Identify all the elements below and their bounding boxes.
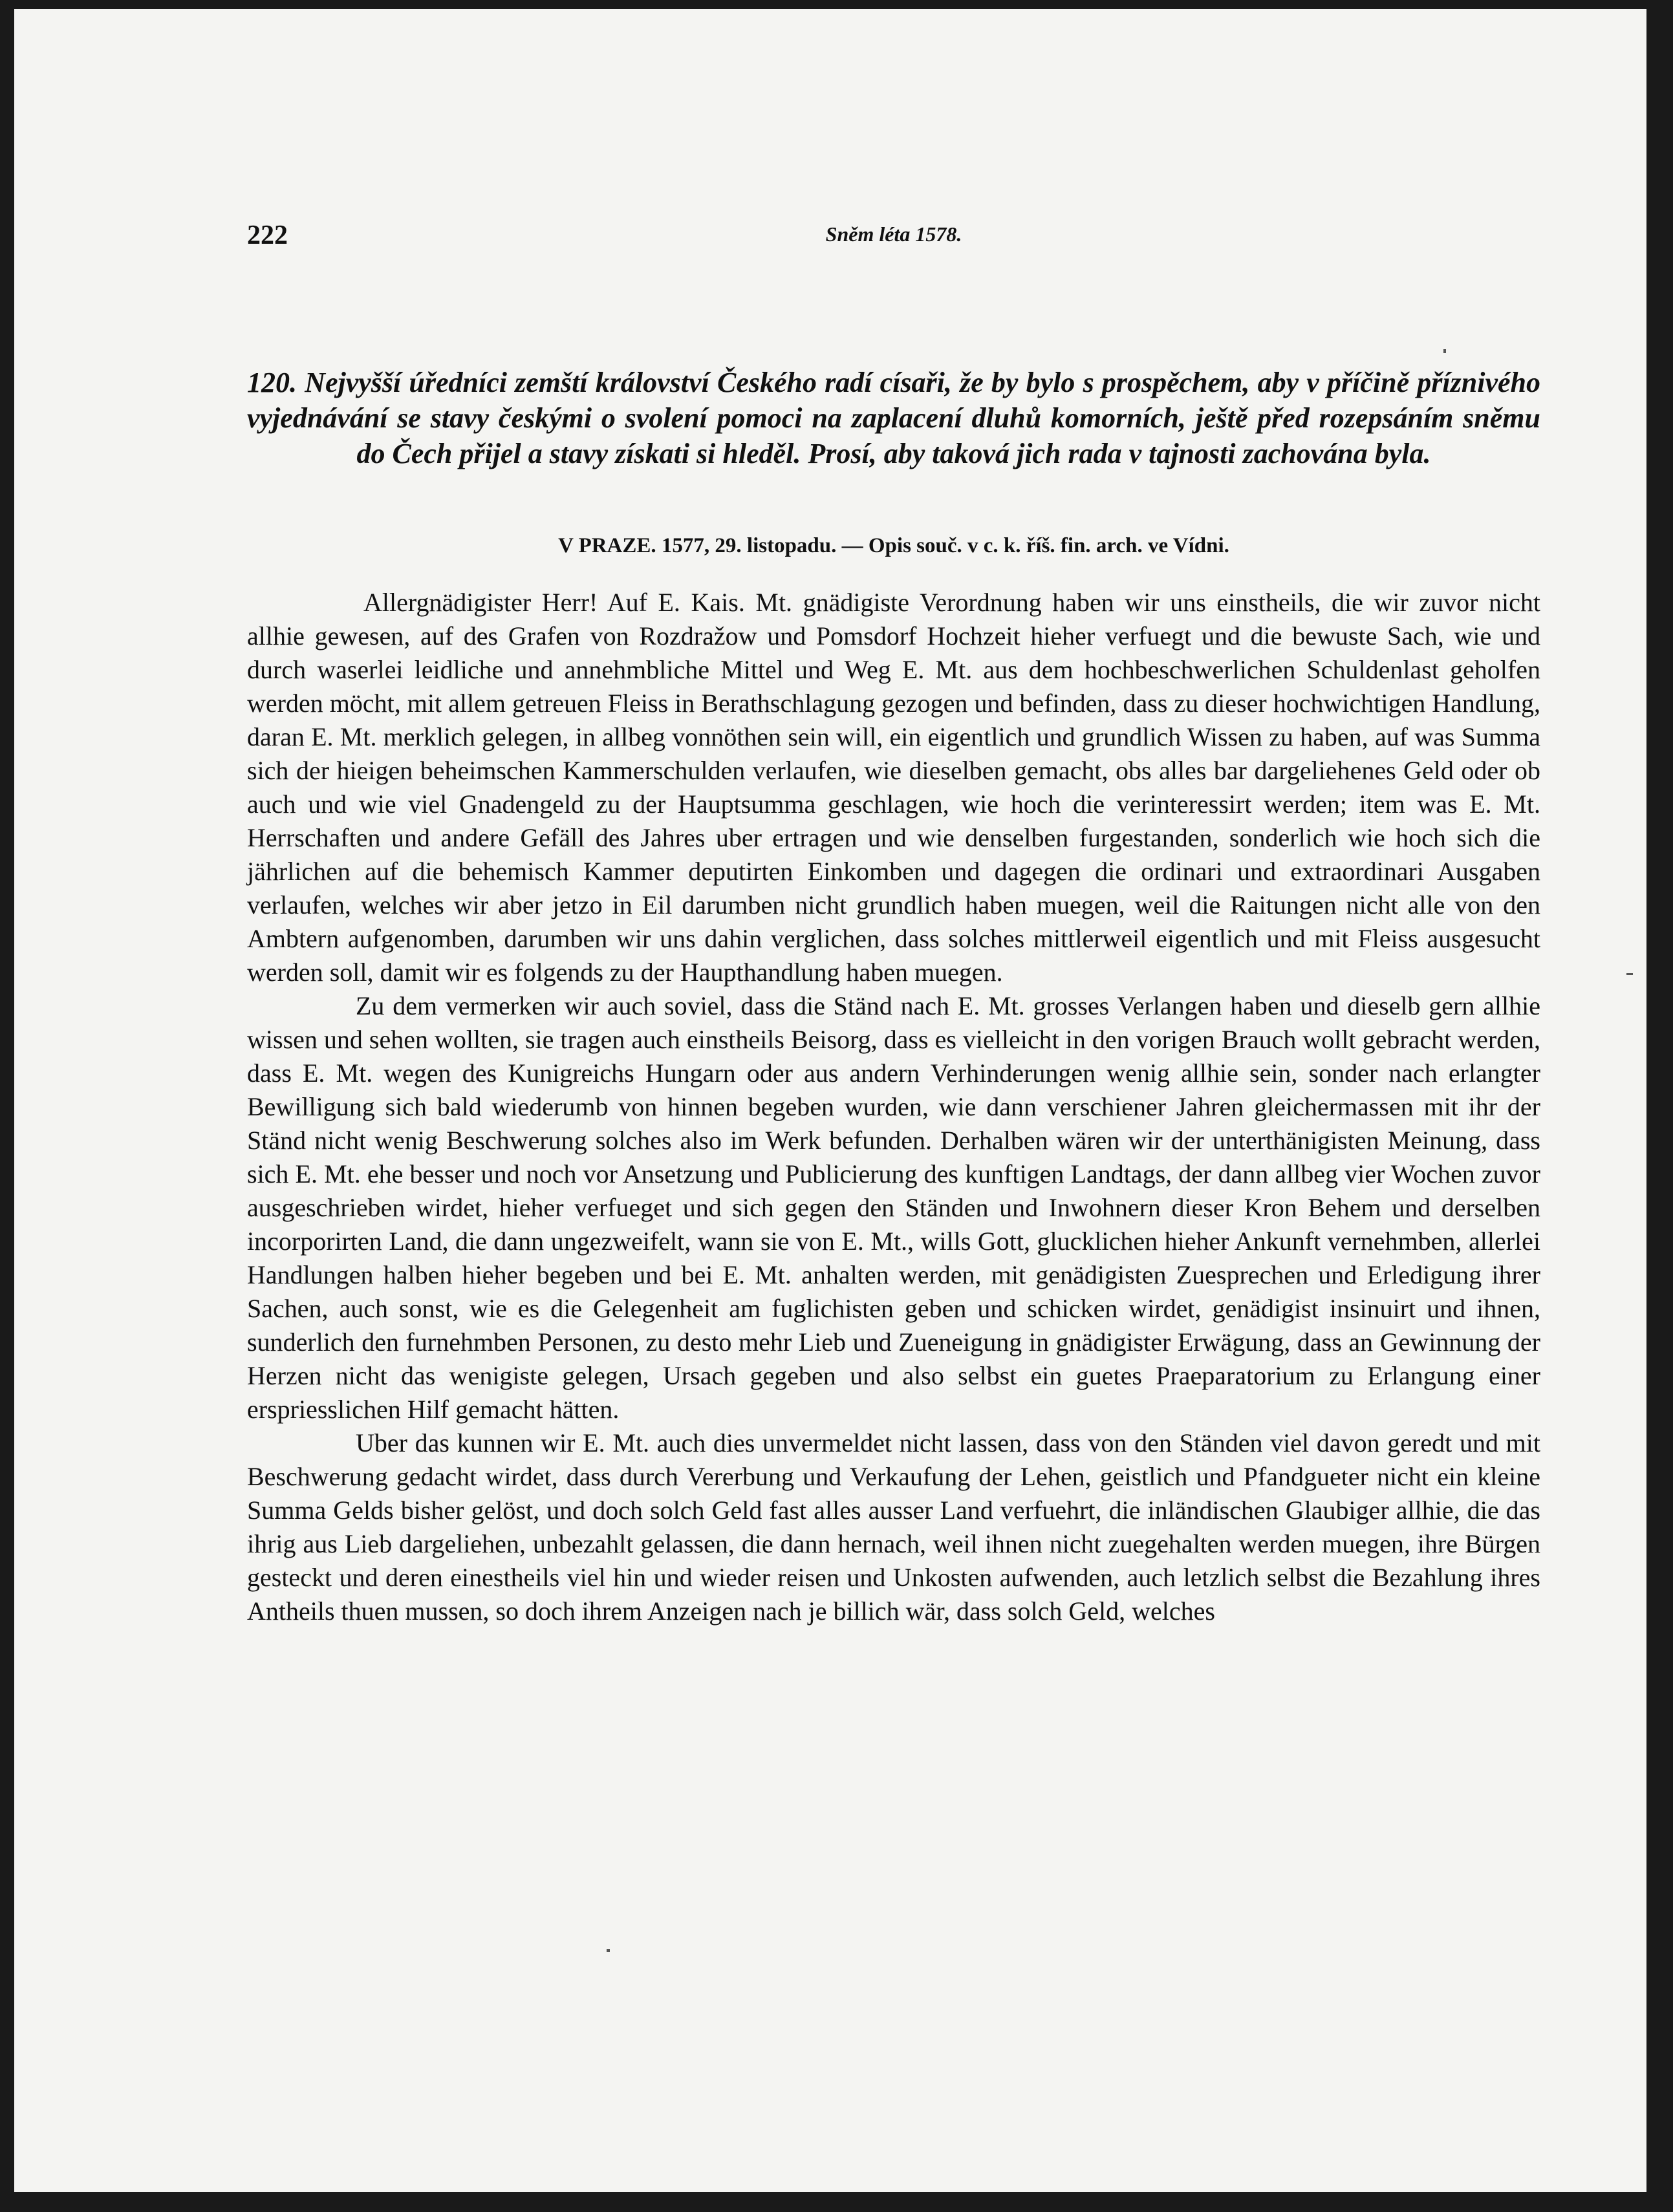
scan-speck bbox=[1443, 349, 1446, 353]
running-title: Sněm léta 1578. bbox=[825, 222, 962, 246]
scan-speck bbox=[607, 1949, 610, 1952]
body-text bbox=[247, 586, 1540, 1628]
paragraph: Zu dem vermerken wir auch soviel, dass die Ständ nach E. Mt. grosses Verlangen haben und dieselb gern allhie wissen und sehen wollten, sie tragen auch einstheils Beisorg, dass es vielleicht in den vorigen Brauch wollt gebracht werden, dass E. Mt. wegen des Kunigreichs Hungarn oder aus andern Verhinderungen wenig allhie sein, sonder nach erlangter Bewilligung sich bald wiederumb von hinnen begeben wurden, wie dann verschiener Jahren gleichermassen mit ihr der Ständ nicht wenig Beschwerung solches also im Werk befunden. Derhalben wären wir der unterthänigisten Meinung, dass sich E. Mt. ehe besser und noch vor Ansetzung und Publicierung des kunftigen Landtags, der dann allbeg vier Wochen zuvor ausgeschrieben wirdet, hieher verfueget und sich gegen den Ständen und Inwohnern dieser Kron Behem und derselben incorporirten Land, die dann ungezweifelt, wann sie von E. Mt., wills Gott, glucklichen hieher Ankunft vernehmben, allerlei Handlungen halben hieher begeben und bei E. Mt. anhalten werden, mit genädigisten Zuesprechen und Erledigung ihrer Sachen, auch sonst, wie es die Gelegenheit am fuglichisten geben und schicken wirdet, genädigist insinuirt und ihnen, sunderlich den furnehmben Personen, zu desto mehr Lieb und Zueneigung in gnädigister Erwägung, dass an Gewinnung der Herzen nicht das wenigiste gelegen, Ursach gegeben und also selbst ein guetes Praeparatorium zu Erlangung einer erspriesslichen Hilf gemacht hätten. bbox=[247, 991, 1540, 1424]
paragraph: Allergnädigister Herr! Auf E. Kais. Mt. gnädigiste Verordnung haben wir uns einstheils, die wir zuvor nicht allhie gewesen, auf des Grafen von Rozdražow und Pomsdorf Hochzeit hieher verfuegt und die bewuste Sach, wie und durch waserlei leidliche und annehmbliche Mittel und Weg E. Mt. aus dem hochbeschwerlichen Schuldenlast geholfen werden möcht, mit allem getreuen Fleiss in Berathschlagung gezogen und befinden, dass zu dieser hochwichtigen Handlung, daran E. Mt. merklich gelegen, in allbeg vonnöthen sein will, ein eigentlich und grundlich Wissen zu haben, auf was Summa sich der hieigen beheimschen Kammerschulden verlaufen, wie dieselben gemacht, obs alles bar dargeliehenes Geld oder ob auch und wie viel Gnadengeld zu der Hauptsumma geschlagen, wie hoch die verinteressirt werden; item was E. Mt. Herrschaften und andere Gefäll des Jahres uber ertragen und wie denselben furgestanden, sonderlich wie hoch sich die jährlichen auf die behemisch Kammer deputirten Einkomben und dagegen die ordinari und extraordinari Ausgaben verlaufen, welches wir aber jetzo in Eil darumben nicht grundlich haben muegen, weil die Raitungen nicht alle von den Ambtern aufgenomben, darumben wir uns dahin verglichen, dass solches mittlerweil eigentlich und mit Fleiss ausgesucht werden soll, damit wir es folgends zu der Haupthandlung haben muegen. bbox=[247, 588, 1540, 987]
source-line: V PRAZE. 1577, 29. listopadu. — Opis souč. v c. k. říš. fin. arch. ve Vídni. bbox=[558, 534, 1229, 557]
running-head bbox=[247, 220, 1540, 259]
page-number: 222 bbox=[247, 220, 288, 250]
document-title: 120. Nejvyšší úředníci zemští království Českého radí císaři, že by bylo s prospěchem, aby v příčině příznivého vyjednávání se stavy českými o svolení pomoci na zaplacení dluhů komorních, ještě před rozepsáním sněmu do Čech přijel a stavy získati si hleděl. Prosí, aby taková jich rada v tajnosti zachována byla. bbox=[247, 367, 1540, 469]
scan-speck bbox=[1626, 973, 1633, 975]
paragraph: Uber das kunnen wir E. Mt. auch dies unvermeldet nicht lassen, dass von den Ständen viel davon geredt und mit Beschwerung gedacht wirdet, dass durch Vererbung und Verkaufung der Lehen, geistlich und Pfandgueter nicht ein kleine Summa Gelds bisher gelöst, und doch solch Geld fast alles ausser Land verfuehrt, die inländischen Glaubiger allhie, die das ihrig aus Lieb dargeliehen, unbezahlt gelassen, die dann hernach, weil ihnen nicht zuegehalten werden muegen, ihre Bürgen gesteckt und deren einestheils viel hin und wieder reisen und Unkosten aufwenden, auch letzlich selbst die Bezahlung ihres Antheils thuen mussen, so doch ihrem Anzeigen nach je billich wär, dass solch Geld, welches bbox=[247, 1428, 1540, 1626]
